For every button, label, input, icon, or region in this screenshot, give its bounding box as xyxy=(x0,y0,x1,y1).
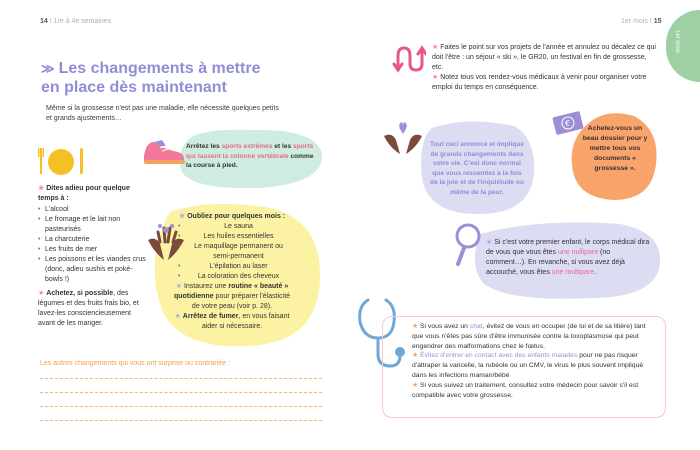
chapter-tab xyxy=(666,10,700,82)
announce-text: Tout ceci annonce et implique de grands changements dans votre vie. C'est donc normal que vous ressentiez à la fois de la joie et de l'inquiétude ou même de la peur. xyxy=(429,141,525,196)
right-page-header: 1er mois I 15 xyxy=(621,18,662,25)
title-line-1: Les changements à mettre xyxy=(58,60,261,77)
chapter-tab-label: 1er mois xyxy=(674,30,680,54)
list-item: • Le maquillage permanent ou semi-permanent xyxy=(178,242,292,262)
projects-advice: ★ Faites le point sur vos projets de l'année et annulez ou décalez ce qui doit l'être : un séjour « ski », le GR20, un festival en fin de grossesse, etc. xyxy=(432,44,656,71)
note-line[interactable] xyxy=(40,420,322,421)
note-line[interactable] xyxy=(40,406,322,407)
adieu-block: ★ Dites adieu pour quelque temps à : • L'alcool • Le fromage et le lait non pasteurisés • La charcuterie • Les fruits de mer • Les poissons et les viandes crus (donc, adieu sushis et poké-bowls !) ★ Achetez, si possible, des légumes et des fruits frais bio, et lavez-les consciencieusement avant de les manger. xyxy=(38,184,146,329)
sick-children-advice: ★ Évitez d'entrer en contact avec des enfants malades pour ne pas risquer d'attraper la varicelle, la rubéole ou un CMV, le virus le plus souvent impliqué dans les infections maman/bébé xyxy=(412,352,644,379)
right-section-label: 1er mois xyxy=(621,18,648,25)
chevron-icon: ≫ xyxy=(41,61,53,76)
note-line[interactable] xyxy=(40,378,322,379)
cat-advice: ★ Si vous avez un chat, évitez de vous en occuper (de lui et de sa litière) tant que vous n'êtes pas sûre d'être immunisée contre la toxoplasmose qui peut engendrer des malformations chez le fœtus. xyxy=(412,323,646,350)
list-item: • Le sauna xyxy=(178,222,292,232)
arrows-icon xyxy=(392,42,426,76)
sneaker-icon xyxy=(140,136,186,166)
routine-advice: ★ Instaurez une routine « beauté » quotidienne pour préparer l'élasticité de votre peau (voir p. 28). xyxy=(173,283,291,310)
list-item: • Les fruits de mer xyxy=(38,245,146,255)
hands-heart-icon xyxy=(380,120,426,158)
oublier-block: ★ Oubliez pour quelques mois : • Le sauna • Les huiles essentielles • Le maquillage permanent ou semi-permanent • L'épilation au laser • La coloration des cheveux ★ Instaurez une routine « beauté » quotidienne pour préparer l'élasticité de votre peau (voir p. 28). ★ Arrêtez de fumer, en vous faisant aider si nécessaire. xyxy=(172,212,292,332)
svg-text:€: € xyxy=(565,119,571,128)
folder-advice: Achetez-vous un beau dossier pour y mettre tous vos documents « grossesse ». xyxy=(582,125,648,172)
list-item: • Les huiles essentielles xyxy=(178,232,292,242)
plate-icon xyxy=(38,146,86,178)
adieu-title: Dites adieu pour quelque temps à : xyxy=(38,185,130,202)
list-item: • Le fromage et le lait non pasteurisés xyxy=(38,215,146,235)
smoking-advice: ★ Arrêtez de fumer, en vous faisant aider si nécessaire. xyxy=(174,313,290,330)
left-page-header: 14 I 1re à 4e semaines xyxy=(40,18,112,25)
projects-block xyxy=(432,43,658,93)
note-line[interactable] xyxy=(40,392,322,393)
list-item: • L'alcool xyxy=(38,205,146,215)
intro-paragraph: Même si la grossesse n'est pas une maladie, elle nécessite quelques petits et grands ajustements… xyxy=(46,105,279,122)
magnifier-icon xyxy=(452,222,486,268)
treatment-advice: ★ Si vous suivez un traitement, consultez votre médecin pour savoir s'il est compatible avec votre grossesse. xyxy=(412,381,639,399)
notes-prompt: Les autres changements qui vous ont surprise ou contrariée : xyxy=(40,360,230,367)
appointments-advice: ★ Notez tous vos rendez-vous médicaux à venir pour organiser votre emploi du temps en conséquence. xyxy=(432,74,647,91)
list-item: • Les poissons et les viandes crus (donc, adieu sushis et poké-bowls !) xyxy=(38,255,146,285)
left-page-number: 14 xyxy=(40,18,48,25)
organic-advice: ★ Achetez, si possible, des légumes et des fruits frais bio, et lavez-les consciencieusement avant de les manger. xyxy=(38,290,139,327)
adieu-list xyxy=(38,205,146,285)
list-item: • L'épilation au laser xyxy=(178,262,292,272)
nullipare-text: ★ Si c'est votre premier enfant, le corps médical dira de vous que vous êtes une nullipare (no comment…). En revanche, si vous avez déjà accouché, vous êtes une multipare. xyxy=(486,239,650,276)
page-title xyxy=(41,59,260,97)
title-line-2: en place dès maintenant xyxy=(41,79,227,96)
sports-advice: Arrêtez les sports extrêmes et les sports qui tassent la colonne vertébrale comme la course à pied. xyxy=(186,143,314,169)
health-advice-text xyxy=(412,322,658,400)
oublier-title: Oubliez pour quelques mois : xyxy=(187,213,286,220)
list-item: • La coloration des cheveux xyxy=(178,272,292,282)
right-page-number: 15 xyxy=(653,18,662,25)
oublier-list xyxy=(178,222,292,282)
list-item: • La charcuterie xyxy=(38,235,146,245)
left-section-label: 1re à 4e semaines xyxy=(53,18,112,25)
